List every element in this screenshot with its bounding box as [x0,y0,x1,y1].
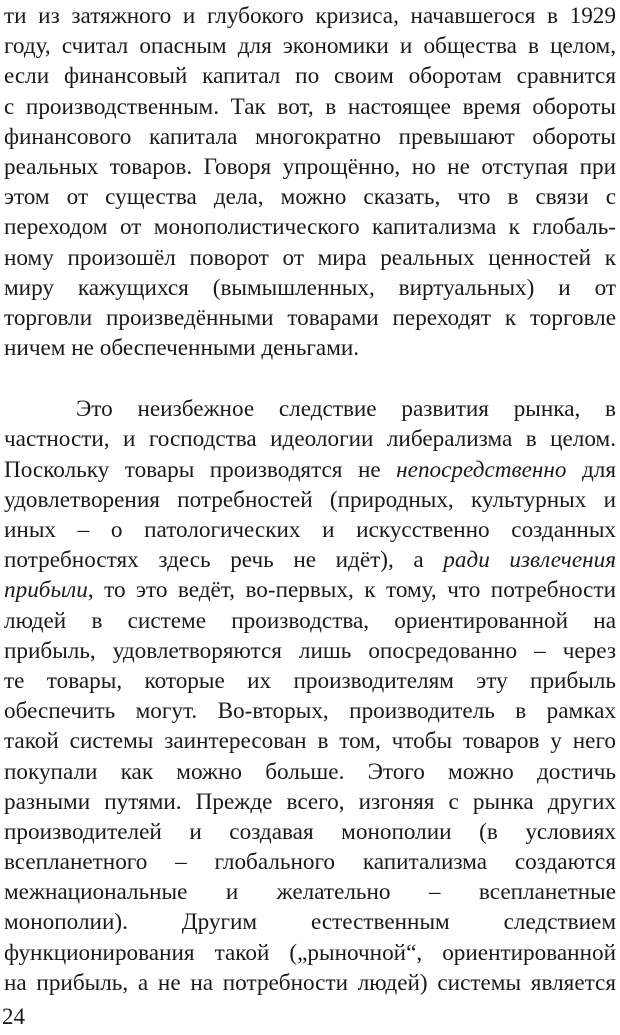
text-line: удовлетворения потребностей (природных, культурных и [4,486,616,513]
italic-emphasis: прибыли [4,577,88,604]
text-line: этом от существа дела, можно сказать, что в связи с [4,184,616,211]
text-line: межнациональные и желательно – всепланетные [4,879,616,906]
text-line [4,575,616,605]
text-line: переходом от монополистического капитализма к глобаль- [4,214,616,241]
text-line: функционирования такой („рыночной“, ориентированной [4,939,616,966]
text-line: иных – о патологических и искусственно созданных [4,517,616,543]
text-line: финансового капитала многократно превышают обороты [4,123,616,150]
text-line: ничем не обеспеченными деньгами. [4,335,360,362]
text-line: ти из затяжного и глубокого кризиса, начавшегося в 1929 [4,3,616,29]
page-body [4,0,616,998]
text-line: ному произошёл поворот от мира реальных ценностей к [4,244,616,271]
italic-emphasis: непосредственно [396,456,567,483]
italic-emphasis: ради извлечения [443,547,616,574]
text-segment: для [566,456,616,483]
text-line: людей в системе производства, ориентированной на [4,607,616,634]
text-line: всепланетного – глобального капитализма создаются [4,849,616,876]
text-line [4,455,616,485]
text-line: такой системы заинтересован в том, чтобы товаров у него [4,728,616,755]
page-number: 24 [2,1004,25,1029]
text-line: разными путями. Прежде всего, изгоняя с рынка других [4,788,616,815]
text-line: покупали как можно больше. Этого можно достичь [4,758,616,785]
text-line: частности, и господства идеологии либерализма в целом. [4,426,616,453]
text-line: монополии). Другим естественным следствием [4,909,616,936]
text-segment: , то это ведёт, во-первых, к тому, что потребности [87,577,616,604]
paragraph-1 [4,0,616,363]
text-line: если финансовый капитал по своим оборотам сравнится [4,63,616,90]
text-line: на прибыль, а не на потребности людей) системы является [4,969,616,996]
text-segment: Поскольку товары производятся не [4,456,397,483]
text-line: реальных товаров. Говоря упрощённо, но не отступая при [4,153,616,180]
paragraph-2 [4,394,616,998]
text-segment: потребностях здесь речь не идёт), а [4,547,444,574]
text-line: производителей и создавая монополии (в условиях [4,818,616,845]
text-line: те товары, которые их производителям эту прибыль [4,667,616,694]
text-line: с производственным. Так вот, в настоящее время обороты [4,93,616,120]
text-line [4,545,616,575]
paragraph-gap [4,363,616,394]
text-line: году, считал опасным для экономики и общества в целом, [4,33,616,60]
text-line: обеспечить могут. Во-вторых, производитель в рамках [4,698,616,725]
text-line: миру кажущихся (вымышленных, виртуальных) и от [4,274,616,301]
text-line: Это неизбежное следствие развития рынка, в [76,396,616,423]
text-line: торговли произведёнными товарами переходят к торговле [4,304,616,331]
text-line: прибыль, удовлетворяются лишь опосредованно – через [4,637,616,664]
